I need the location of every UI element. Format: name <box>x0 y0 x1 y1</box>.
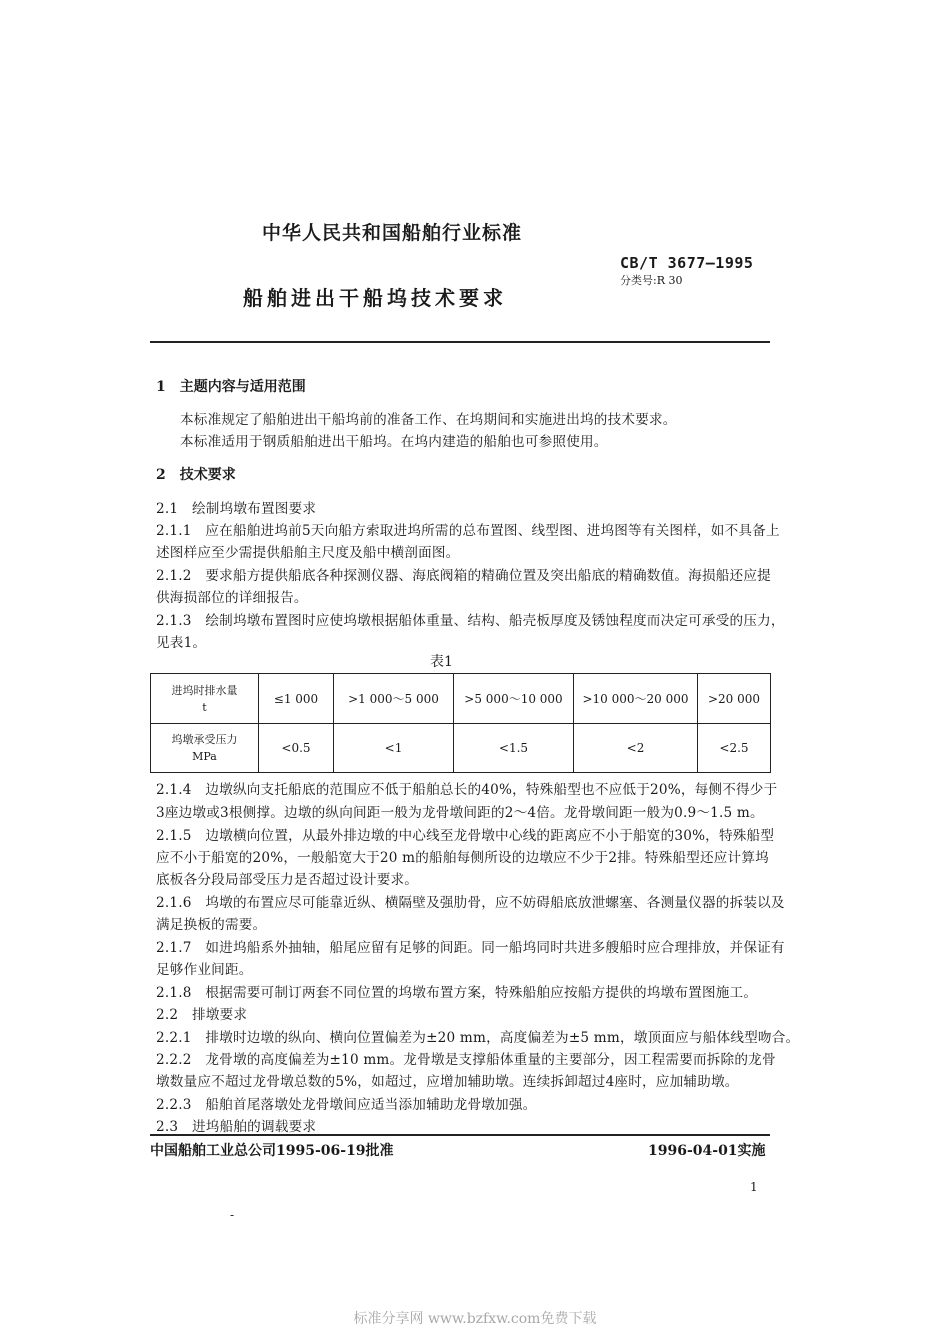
clause-2-2-1: 2.2.1 排墩时边墩的纵向、横向位置偏差为±20 mm，高度偏差为±5 mm，墩顶面应与船体线型吻合。 <box>156 1030 800 1046</box>
effective-date: 1996-04-01实施 <box>648 1143 766 1159</box>
table-cell: >20 000 <box>698 674 771 724</box>
clause-2-2-2-line-2: 墩数量应不超过龙骨墩总数的5%，如超过，应增加辅助墩。连续拆卸超过4座时，应加辅助墩。 <box>156 1074 739 1090</box>
table-row-header: 进坞时排水量 t <box>151 674 259 724</box>
clause-2-2: 2.2 排墩要求 <box>156 1007 248 1023</box>
section-2-heading: 2 技术要求 <box>156 467 236 483</box>
standard-title: 船舶进出干船坞技术要求 <box>243 286 507 310</box>
clause-2-1-2-line-2: 供海损部位的详细报告。 <box>156 590 308 606</box>
clause-2-1-7-line-2: 足够作业间距。 <box>156 962 253 978</box>
classification-number: 分类号:R 30 <box>620 274 683 287</box>
clause-2-1-3-line-1: 2.1.3 绘制坞墩布置图时应使坞墩根据船体重量、结构、船壳板厚度及锈蚀程度而决定可承受的压力， <box>156 613 785 629</box>
clause-2-2-2-line-1: 2.2.2 龙骨墩的高度偏差为±10 mm。龙骨墩是支撑船体重量的主要部分，因工程需要而拆除的龙骨 <box>156 1052 776 1068</box>
clause-2-1-8: 2.1.8 根据需要可制订两套不同位置的坞墩布置方案，特殊船舶应按船方提供的坞墩布置图施工。 <box>156 985 758 1001</box>
footer-rule <box>150 1134 770 1136</box>
clause-2-1-1-line-2: 述图样应至少需提供船舶主尺度及船中横剖面图。 <box>156 545 460 561</box>
section-1-para-2: 本标准适用于钢质船舶进出干船坞。在坞内建造的船舶也可参照使用。 <box>180 434 608 450</box>
page-number: 1 <box>750 1180 758 1194</box>
table-cell: <0.5 <box>259 724 334 773</box>
table-row-pressure <box>151 724 771 773</box>
table-row-header: 坞墩承受压力 MPa <box>151 724 259 773</box>
table-cell: ≤1 000 <box>259 674 334 724</box>
clause-2-1-5-line-1: 2.1.5 边墩横向位置，从最外排边墩的中心线至龙骨墩中心线的距离应不小于船宽的30%，特殊船型 <box>156 828 775 844</box>
clause-2-1-3-line-2: 见表1。 <box>156 635 207 651</box>
table-cell: <2 <box>574 724 698 773</box>
header-rule <box>150 341 770 343</box>
approval-date: 中国船舶工业总公司1995-06-19批准 <box>150 1143 394 1159</box>
clause-2-1-7-line-1: 2.1.7 如进坞船系外抽轴，船尾应留有足够的间距。同一船坞同时共进多艘船时应合理排放，并保证有 <box>156 940 785 956</box>
section-1-heading: 1 主题内容与适用范围 <box>156 379 306 395</box>
clause-2-1-4-line-1: 2.1.4 边墩纵向支托船底的范围应不低于船舶总长的40%，特殊船型也不应低于20%，每侧不得少于 <box>156 782 778 798</box>
clause-2-1-5-line-3: 底板各分段局部受压力是否超过设计要求。 <box>156 872 419 888</box>
clause-2-1: 2.1 绘制坞墩布置图要求 <box>156 501 317 517</box>
table-cell: >10 000～20 000 <box>574 674 698 724</box>
clause-2-1-2-line-1: 2.1.2 要求船方提供船底各种探测仪器、海底阀箱的精确位置及突出船底的精确数值。海损船还应提 <box>156 568 771 584</box>
table-cell: >5 000～10 000 <box>454 674 574 724</box>
clause-2-1-6-line-1: 2.1.6 坞墩的布置应尽可能靠近纵、横隔壁及强肋骨，应不妨碍船底放泄螺塞、各测量仪器的拆装以及 <box>156 895 785 911</box>
table-cell: <2.5 <box>698 724 771 773</box>
table-row-displacement <box>151 674 771 724</box>
section-1-para-1: 本标准规定了船舶进出干船坞前的准备工作、在坞期间和实施进出坞的技术要求。 <box>180 412 677 428</box>
table-1-caption: 表1 <box>430 654 453 670</box>
clause-2-2-3: 2.2.3 船舶首尾落墩处龙骨墩间应适当添加辅助龙骨墩加强。 <box>156 1097 537 1113</box>
clause-2-1-5-line-2: 应不小于船宽的20%，一般船宽大于20 m的船舶每侧所设的边墩应不少于2排。特殊船型还应计算坞 <box>156 850 769 866</box>
standard-code: CB/T 3677—1995 <box>620 254 754 272</box>
clause-2-1-1-line-1: 2.1.1 应在船舶进坞前5天向船方索取进坞所需的总布置图、线型图、进坞图等有关图样，如不具备上 <box>156 523 780 539</box>
clause-2-3: 2.3 进坞船舶的调载要求 <box>156 1119 317 1135</box>
stray-mark: - <box>230 1208 235 1222</box>
table-cell: <1 <box>334 724 454 773</box>
table-cell: <1.5 <box>454 724 574 773</box>
table-1 <box>150 673 771 773</box>
watermark: 标准分享网 www.bzfxw.com免费下载 <box>353 1311 597 1327</box>
org-title: 中华人民共和国船舶行业标准 <box>262 222 523 244</box>
clause-2-1-6-line-2: 满足换板的需要。 <box>156 917 267 933</box>
clause-2-1-4-line-2: 3座边墩或3根侧撑。边墩的纵向间距一般为龙骨墩间距的2～4倍。龙骨墩间距一般为0.9～1.5 m。 <box>156 805 764 821</box>
table-cell: >1 000～5 000 <box>334 674 454 724</box>
